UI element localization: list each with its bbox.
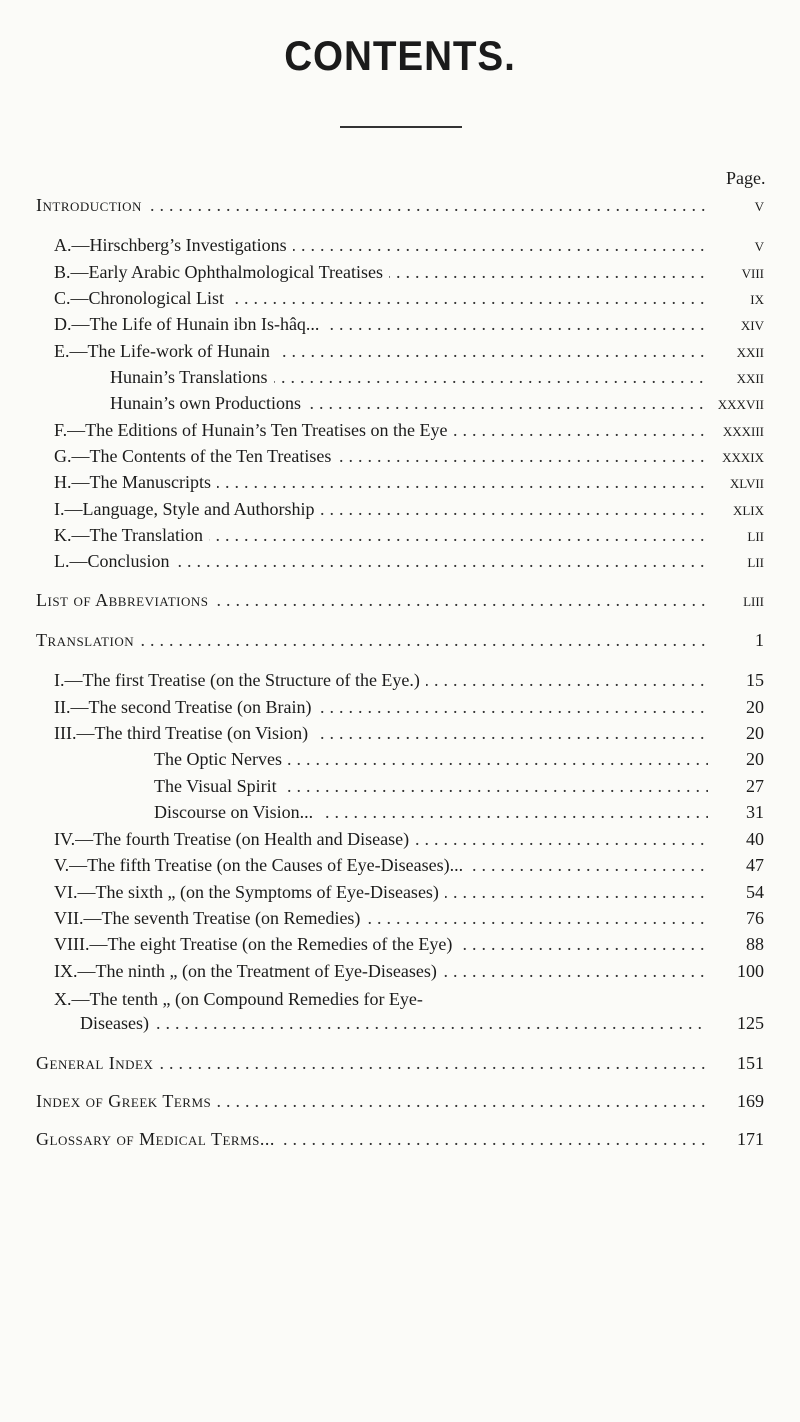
toc-entry-page: xlix: [732, 499, 764, 519]
toc-entry-k[interactable]: [54, 522, 708, 548]
title-divider: [340, 126, 462, 128]
toc-entry-treatise-9[interactable]: [54, 958, 708, 984]
toc-entry-optic-nerves[interactable]: [154, 746, 708, 772]
toc-entry-treatise-7[interactable]: [54, 905, 708, 931]
toc-entry-text: VI.—The sixth „ (on the Symptoms of Eye-Diseases): [54, 882, 445, 902]
toc-entry-treatise-10-line2[interactable]: [80, 1010, 708, 1036]
page-title: CONTENTS.: [284, 32, 516, 79]
toc-entry-page: xxii: [736, 341, 764, 361]
toc-entry-a[interactable]: [54, 232, 708, 258]
toc-entry-text: G.—The Contents of the Ten Treatises: [54, 446, 337, 466]
toc-entry-page: 54: [746, 882, 764, 902]
toc-entry-text: Hunain’s Translations: [110, 367, 274, 387]
toc-entry-text: The Optic Nerves: [154, 749, 288, 769]
toc-entry-page: 100: [737, 961, 764, 981]
toc-entry-e[interactable]: [54, 338, 708, 364]
toc-entry-text: III.—The third Treatise (on Vision): [54, 723, 314, 743]
toc-entry-treatise-2[interactable]: [54, 694, 708, 720]
toc-entry-page: 47: [746, 855, 764, 875]
toc-entry-page: lii: [747, 551, 764, 571]
toc-entry-page: 20: [746, 749, 764, 769]
toc-entry-treatise-3[interactable]: [54, 720, 708, 746]
toc-entry-text: V.—The fifth Treatise (on the Causes of Eye-Diseases)...: [54, 855, 469, 875]
toc-entry-g[interactable]: [54, 443, 708, 469]
toc-entry-treatise-6[interactable]: [54, 879, 708, 905]
toc-entry-text: Introduction: [36, 195, 148, 215]
toc-entry-introduction[interactable]: [36, 192, 708, 218]
toc-entry-page: 27: [746, 776, 764, 796]
toc-entry-text: F.—The Editions of Hunain’s Ten Treatises on the Eye: [54, 420, 453, 440]
toc-entry-text: Glossary of Medical Terms...: [36, 1129, 281, 1149]
toc-entry-abbreviations[interactable]: [36, 587, 708, 613]
toc-entry-b[interactable]: [54, 259, 708, 285]
toc-entry-treatise-10-line1[interactable]: [54, 986, 764, 1012]
toc-entry-text: General Index: [36, 1053, 159, 1073]
toc-entry-page: xlvii: [729, 472, 764, 492]
toc-entry-text: Hunain’s own Productions: [110, 393, 307, 413]
toc-entry-text: II.—The second Treatise (on Brain): [54, 697, 317, 717]
toc-entry-text: I.—The first Treatise (on the Structure of the Eye.): [54, 670, 426, 690]
toc-entry-glossary[interactable]: [36, 1126, 708, 1152]
toc-entry-text: VII.—The seventh Treatise (on Remedies): [54, 908, 366, 928]
toc-entry-page: 40: [746, 829, 764, 849]
toc-entry-text: The Visual Spirit: [154, 776, 283, 796]
toc-entry-text: IX.—The ninth „ (on the Treatment of Eye-Diseases): [54, 961, 443, 981]
toc-entry-page: v: [754, 195, 764, 215]
toc-entry-page: ix: [750, 288, 764, 308]
toc-entry-page: xxxix: [722, 446, 764, 466]
toc-entry-treatise-1[interactable]: [54, 667, 708, 693]
toc-entry-text: D.—The Life of Hunain ibn Is-hâq...: [54, 314, 325, 334]
toc-entry-page: 169: [737, 1091, 764, 1111]
toc-entry-page: viii: [741, 262, 764, 282]
toc-entry-treatise-4[interactable]: [54, 826, 708, 852]
toc-entry-d[interactable]: [54, 311, 708, 337]
toc-entry-page: lii: [747, 525, 764, 545]
toc-entry-text: I.—Language, Style and Authorship: [54, 499, 320, 519]
toc-entry-text: H.—The Manuscripts: [54, 472, 217, 492]
toc-entry-text: Diseases): [80, 1013, 155, 1033]
toc-entry-page: 15: [746, 670, 764, 690]
toc-entry-text: B.—Early Arabic Ophthalmological Treatises: [54, 262, 389, 282]
toc-entry-text: X.—The tenth „ (on Compound Remedies for Eye-: [54, 989, 423, 1009]
toc-entry-text: List of Abbreviations: [36, 590, 215, 610]
toc-entry-page: xxxiii: [722, 420, 764, 440]
toc-entry-general-index[interactable]: [36, 1050, 708, 1076]
toc-entry-c[interactable]: [54, 285, 708, 311]
toc-entry-l[interactable]: [54, 548, 708, 574]
toc-entry-page: 171: [737, 1129, 764, 1149]
toc-entry-page: 125: [737, 1013, 764, 1033]
toc-entry-page: xxxvii: [717, 393, 764, 413]
toc-entry-f[interactable]: [54, 417, 708, 443]
page-column-label: Page.: [726, 168, 766, 188]
toc-entry-greek-terms[interactable]: [36, 1088, 708, 1114]
toc-entry-page: 1: [755, 630, 764, 650]
toc-entry-text: Discourse on Vision...: [154, 802, 319, 822]
toc-entry-text: C.—Chronological List: [54, 288, 230, 308]
toc-entry-e-productions[interactable]: [110, 390, 708, 416]
toc-entry-translation[interactable]: [36, 627, 708, 653]
toc-entry-page: 20: [746, 697, 764, 717]
toc-entry-page: 76: [746, 908, 764, 928]
toc-entry-h[interactable]: [54, 469, 708, 495]
toc-entry-i[interactable]: [54, 496, 708, 522]
toc-entry-treatise-8[interactable]: [54, 931, 708, 957]
toc-entry-text: E.—The Life-work of Hunain: [54, 341, 276, 361]
toc-entry-text: L.—Conclusion: [54, 551, 176, 571]
toc-entry-page: 88: [746, 934, 764, 954]
toc-entry-discourse-vision[interactable]: [154, 799, 708, 825]
toc-entry-page: 151: [737, 1053, 764, 1073]
toc-entry-text: Translation: [36, 630, 140, 650]
toc-entry-text: K.—The Translation: [54, 525, 209, 545]
toc-entry-visual-spirit[interactable]: [154, 773, 708, 799]
toc-entry-text: Index of Greek Terms: [36, 1091, 217, 1111]
toc-entry-text: IV.—The fourth Treatise (on Health and Disease): [54, 829, 415, 849]
toc-entry-page: 31: [746, 802, 764, 822]
toc-entry-treatise-5[interactable]: [54, 852, 708, 878]
toc-entry-page: xiv: [740, 314, 764, 334]
toc-entry-text: VIII.—The eight Treatise (on the Remedies of the Eye): [54, 934, 458, 954]
toc-entry-text: A.—Hirschberg’s Investigations: [54, 235, 293, 255]
toc-entry-page: 20: [746, 723, 764, 743]
toc-entry-page: v: [754, 235, 764, 255]
toc-entry-page: xxii: [736, 367, 764, 387]
toc-entry-e-translations[interactable]: [110, 364, 708, 390]
toc-entry-page: liii: [743, 590, 764, 610]
